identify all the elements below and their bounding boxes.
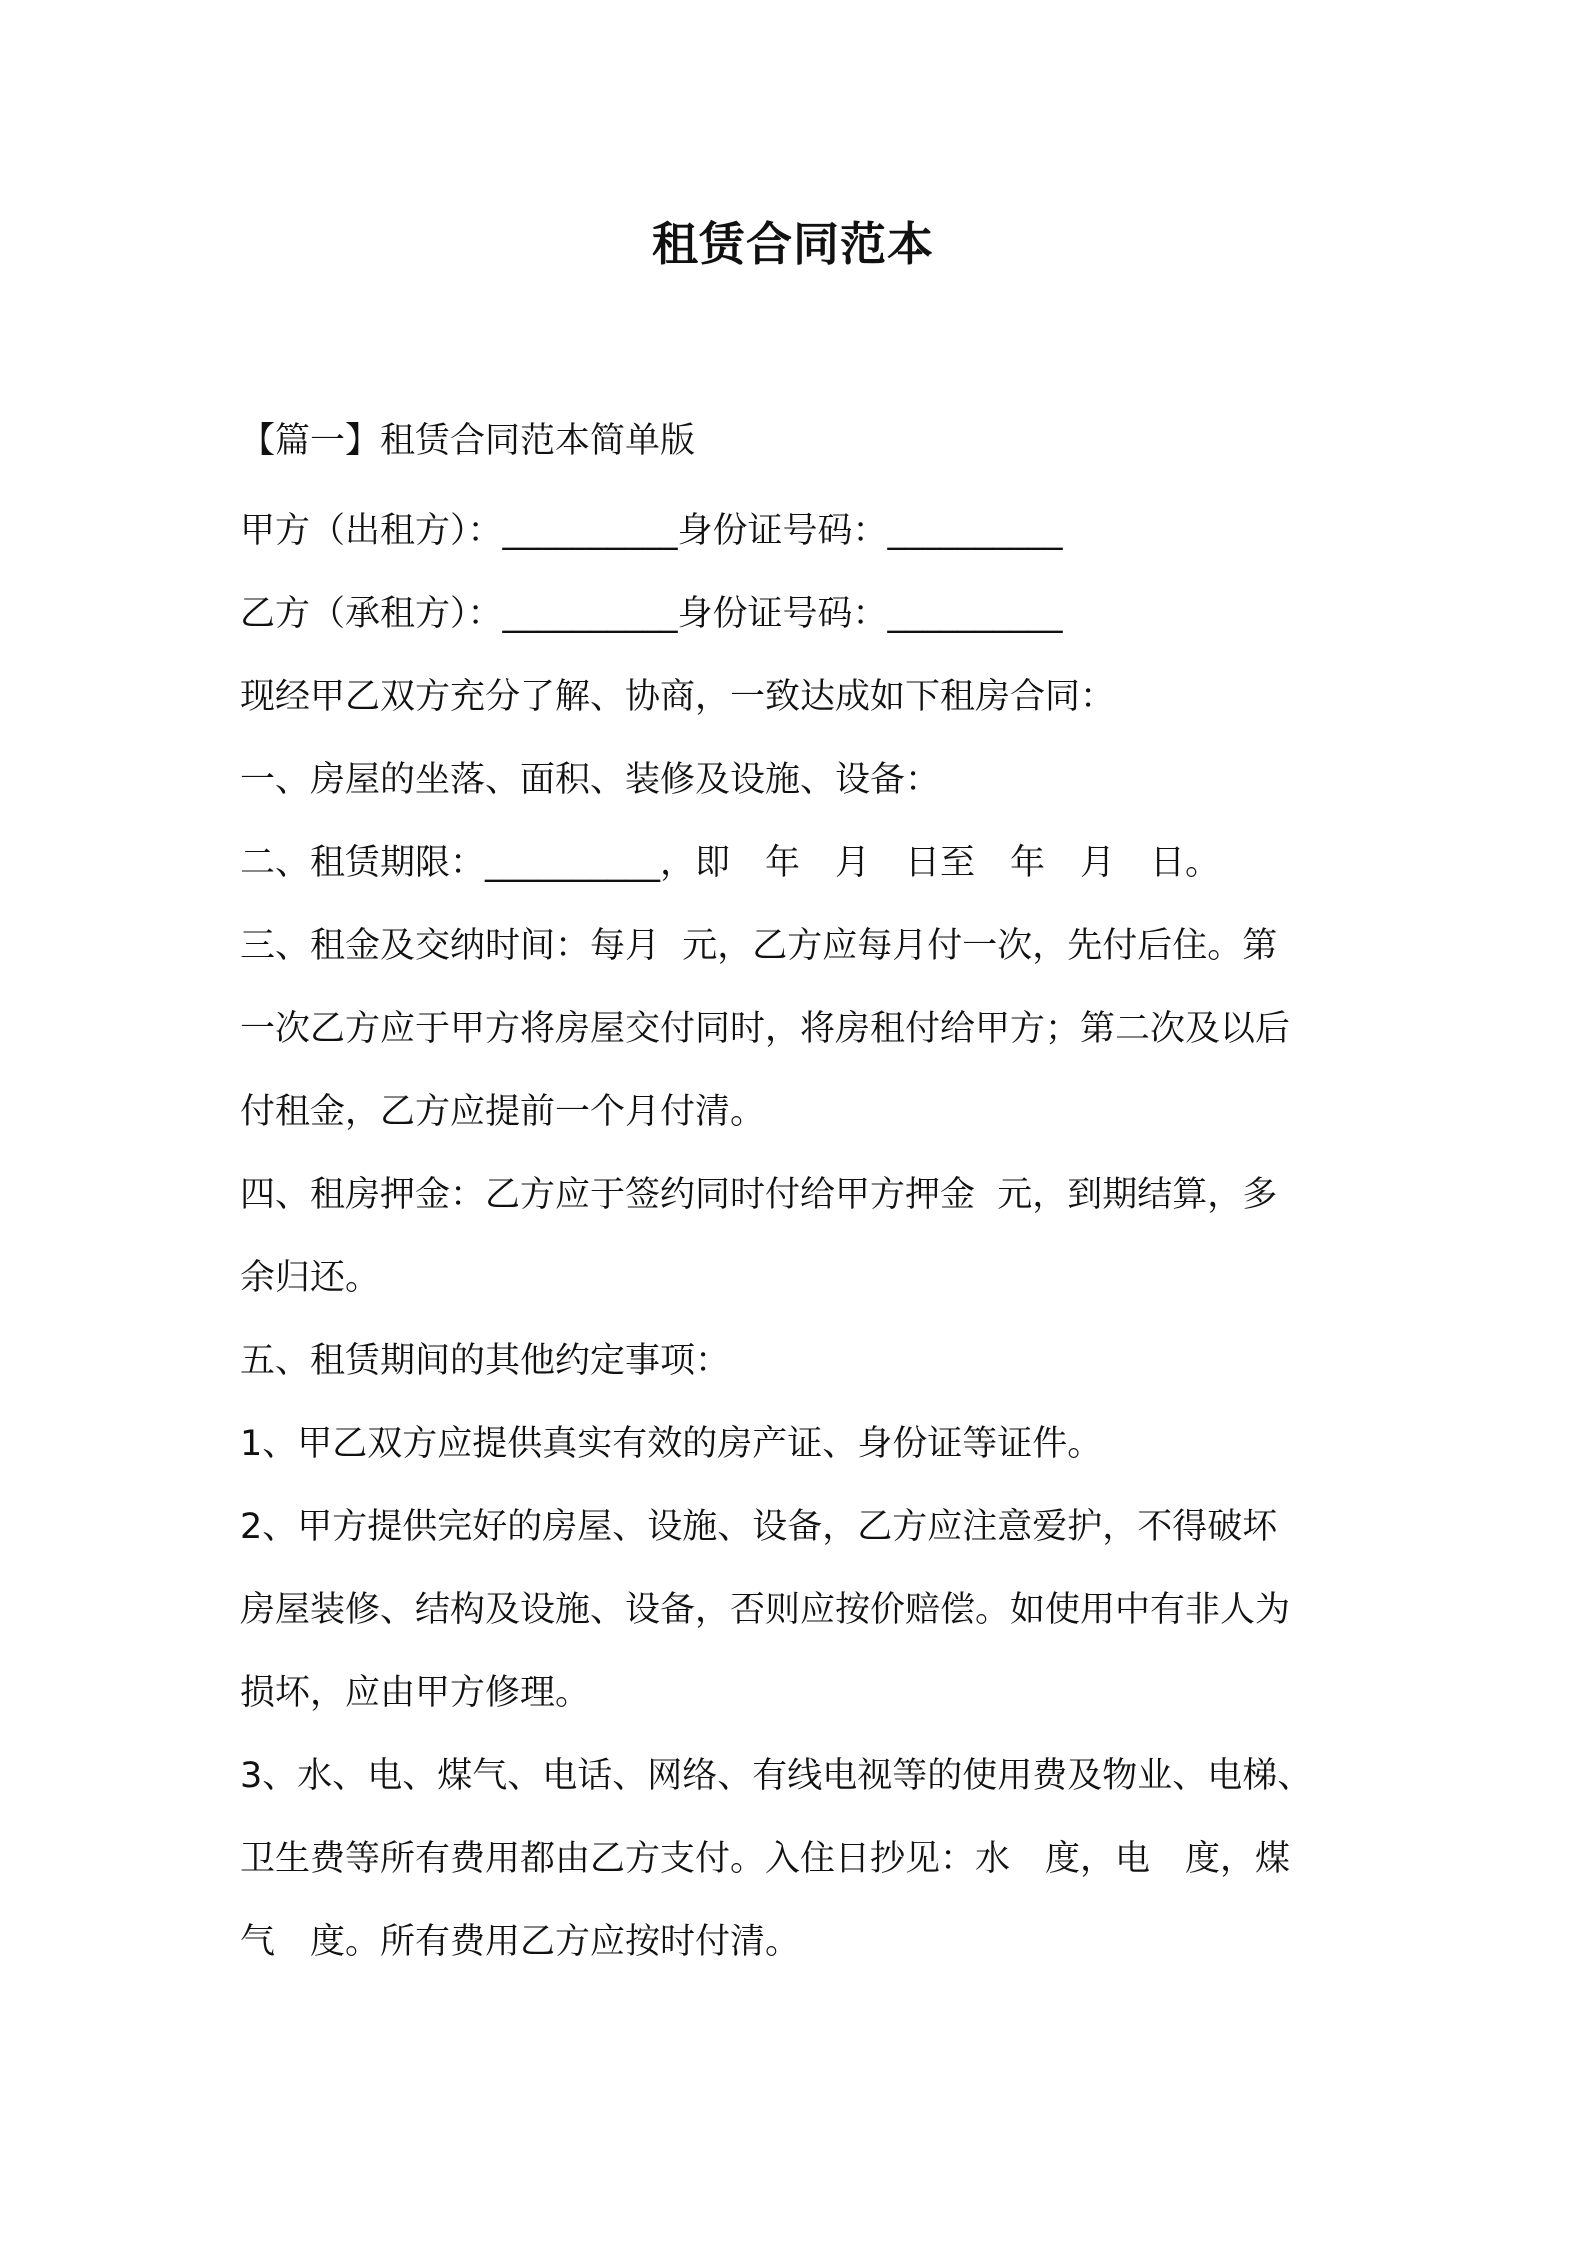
section-heading: 【篇一】租赁合同范本简单版: [240, 421, 696, 461]
document-title: 租赁合同范本: [652, 217, 934, 271]
party-a-line: 甲方（出租方）：__________身份证号码：__________: [240, 511, 1063, 551]
clause-5-line: 五、租赁期间的其他约定事项：: [240, 1341, 731, 1381]
item-2-line-1: 2、甲方提供完好的房屋、设施、设备，乙方应注意爱护，不得破坏: [240, 1507, 1278, 1547]
clause-3-line-3: 付租金，乙方应提前一个月付清。: [240, 1092, 766, 1132]
clause-3-line-2: 一次乙方应于甲方将房屋交付同时，将房租付给甲方；第二次及以后: [240, 1009, 1291, 1049]
clause-4-line-1: 四、租房押金：乙方应于签约同时付给甲方押金 元，到期结算，多: [240, 1175, 1278, 1215]
item-2-line-2: 房屋装修、结构及设施、设备，否则应按价赔偿。如使用中有非人为: [240, 1590, 1291, 1630]
clause-2-line: 二、租赁期限：__________，即 年 月 日至 年 月 日。: [240, 843, 1221, 883]
item-3-line-2: 卫生费等所有费用都由乙方支付。入住日抄见：水 度，电 度，煤: [240, 1839, 1291, 1879]
party-b-line: 乙方（承租方）：__________身份证号码：__________: [240, 594, 1063, 634]
item-1-line: 1、甲乙双方应提供真实有效的房产证、身份证等证件。: [240, 1424, 1103, 1464]
clause-4-line-2: 余归还。: [240, 1258, 381, 1298]
item-3-line-1: 3、水、电、煤气、电话、网络、有线电视等的使用费及物业、电梯、: [240, 1756, 1313, 1796]
preamble-line: 现经甲乙双方充分了解、协商，一致达成如下租房合同：: [240, 677, 1116, 717]
clause-1-line: 一、房屋的坐落、面积、装修及设施、设备：: [240, 760, 941, 800]
item-3-line-3: 气 度。所有费用乙方应按时付清。: [240, 1922, 801, 1962]
item-2-line-3: 损坏，应由甲方修理。: [240, 1673, 591, 1713]
clause-3-line-1: 三、租金及交纳时间：每月 元，乙方应每月付一次，先付后住。第: [240, 926, 1278, 966]
document-body: [240, 400, 1370, 1984]
